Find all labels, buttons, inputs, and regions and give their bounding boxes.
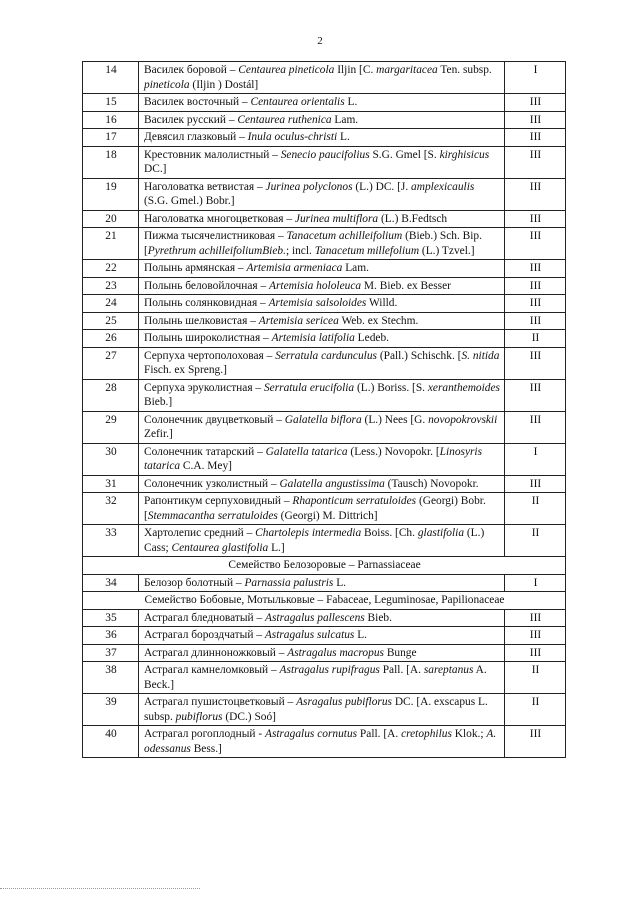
text-segment: Fisch. ex Spreng.]	[144, 364, 227, 376]
text-segment: (Less.) Novopokr. [	[347, 445, 440, 458]
species-table	[82, 61, 566, 758]
row-number: 23	[83, 277, 139, 295]
text-segment: Серпуха чертополоховая –	[144, 349, 276, 362]
latin-name-segment: Linosyris tatarica	[144, 445, 483, 472]
species-name	[139, 644, 505, 662]
species-name	[139, 111, 505, 129]
species-row	[83, 62, 566, 94]
species-row	[83, 210, 566, 228]
latin-name-segment: Tanacetum achilleifolium	[286, 230, 403, 242]
species-name	[139, 627, 505, 645]
row-number: 20	[83, 210, 139, 228]
latin-name-segment: novopokrovskii	[428, 413, 498, 426]
species-row	[83, 379, 566, 411]
text-segment: (Tausch) Novopokr.	[384, 477, 479, 490]
text-segment: Полынь беловойлочная –	[144, 279, 270, 292]
latin-name-segment: Artemisia hololeuca	[269, 279, 362, 292]
row-number: 17	[83, 129, 139, 147]
text-segment: Полынь широколистная –	[144, 332, 272, 344]
species-table-body	[83, 62, 566, 758]
latin-name-segment: glastifolia	[417, 527, 465, 539]
text-segment: Lam.	[342, 262, 369, 274]
latin-name-segment: Artemisia sericea	[258, 314, 339, 327]
row-number: 29	[83, 411, 139, 443]
text-segment: DC. [A. exscapus L. subsp.	[144, 696, 488, 723]
latin-name-segment: Galatella biflora	[284, 413, 362, 426]
species-name	[139, 379, 505, 411]
latin-name-segment: Astragalus pallescens	[265, 611, 365, 624]
latin-name-segment: Astragalus macropus	[287, 646, 384, 659]
text-segment: C.A. Mey]	[180, 460, 232, 472]
species-row	[83, 525, 566, 557]
text-segment: (Georgi) M. Dittrich]	[277, 509, 378, 522]
species-name	[139, 129, 505, 147]
rarity-category: II	[505, 662, 566, 694]
species-name	[139, 493, 505, 525]
text-segment: Пижма тысячелистниковая –	[144, 230, 287, 242]
text-segment: Zefir.]	[144, 428, 173, 440]
text-segment: (S.G. Gmel.) Bobr.]	[144, 195, 235, 207]
species-name	[139, 228, 505, 260]
page-number: 2	[317, 35, 323, 47]
species-name	[139, 260, 505, 278]
rarity-category: III	[505, 129, 566, 147]
text-segment: Bieb.	[364, 611, 392, 624]
latin-name-segment: Astragalus rupifragus	[279, 664, 380, 676]
species-row	[83, 146, 566, 178]
text-segment: L.	[333, 576, 347, 589]
row-number: 22	[83, 260, 139, 278]
text-segment: Астрагал бороздчатый –	[144, 629, 265, 641]
species-name	[139, 330, 505, 348]
latin-name-segment: cretophilus	[401, 728, 452, 740]
latin-name-segment: Rhaponticum serratuloides	[292, 495, 417, 507]
text-segment: Willd.	[366, 297, 398, 309]
species-name	[139, 277, 505, 295]
latin-name-segment: Chartolepis intermedia	[255, 527, 362, 539]
text-segment: Pall. [A.	[379, 664, 424, 676]
text-segment: Белозор болотный –	[144, 576, 245, 589]
latin-name-segment: pubiflorus	[175, 710, 223, 723]
species-row	[83, 129, 566, 147]
latin-name-segment: Centaurea orientalis	[250, 96, 345, 108]
rarity-category: III	[505, 379, 566, 411]
species-name	[139, 295, 505, 313]
species-row	[83, 277, 566, 295]
rarity-category: III	[505, 726, 566, 758]
latin-name-segment: Astragalus cornutus	[264, 728, 358, 740]
latin-name-segment: Tanacetum millefolium	[314, 244, 420, 257]
species-name	[139, 94, 505, 112]
latin-name-segment: xeranthemoides	[427, 381, 500, 394]
text-segment: Полынь шелковистая –	[144, 314, 259, 327]
species-row	[83, 443, 566, 475]
rarity-category: II	[505, 525, 566, 557]
rarity-category: III	[505, 627, 566, 645]
rarity-category: II	[505, 330, 566, 348]
text-segment: Серпуха эруколистная –	[144, 381, 264, 394]
text-segment: M. Bieb. ex Besser	[361, 279, 451, 292]
rarity-category: III	[505, 94, 566, 112]
latin-name-segment: Jurinea multiflora	[294, 212, 379, 225]
rarity-category: III	[505, 210, 566, 228]
text-segment: Астрагал бледноватый –	[144, 611, 266, 624]
rarity-category: III	[505, 178, 566, 210]
rarity-category: III	[505, 277, 566, 295]
rarity-category: III	[505, 411, 566, 443]
species-row	[83, 111, 566, 129]
text-segment: Наголоватка ветвистая –	[144, 180, 266, 193]
row-number: 30	[83, 443, 139, 475]
latin-name-segment: Astragalus sulcatus	[264, 629, 355, 641]
text-segment: Наголоватка многоцветковая –	[144, 212, 295, 225]
text-segment: Рапонтикум серпуховидный –	[144, 495, 293, 507]
row-number: 37	[83, 644, 139, 662]
text-segment: DC.]	[144, 163, 167, 175]
text-segment: Астрагал пушистоцветковый –	[144, 696, 297, 708]
rarity-category: III	[505, 609, 566, 627]
row-number: 14	[83, 62, 139, 94]
text-segment: (DC.) Soó]	[222, 710, 276, 723]
species-row	[83, 312, 566, 330]
species-row	[83, 574, 566, 592]
species-name	[139, 694, 505, 726]
rarity-category: III	[505, 312, 566, 330]
species-row	[83, 609, 566, 627]
family-header-row	[83, 557, 566, 575]
text-segment: (Bieb.) Sch. Bip. [	[144, 230, 482, 257]
row-number: 15	[83, 94, 139, 112]
latin-name-segment: Senecio paucifolius	[280, 148, 370, 161]
species-name	[139, 574, 505, 592]
text-segment: Ten. subsp.	[437, 64, 492, 76]
rarity-category: II	[505, 493, 566, 525]
species-name	[139, 210, 505, 228]
rarity-category: III	[505, 347, 566, 379]
rarity-category: III	[505, 228, 566, 260]
latin-name-segment: Inula oculus-christi	[247, 131, 338, 143]
latin-name-segment: Artemisia salsoloides	[268, 297, 367, 309]
species-row	[83, 662, 566, 694]
species-row	[83, 493, 566, 525]
text-segment: Полынь армянская –	[144, 262, 247, 274]
text-segment: L.	[354, 629, 368, 641]
species-row	[83, 627, 566, 645]
latin-name-segment: Serratula erucifolia	[263, 381, 355, 394]
row-number: 28	[83, 379, 139, 411]
text-segment: (L.) Nees [G.	[361, 413, 429, 426]
text-segment: (L.) DC. [J.	[352, 180, 412, 193]
species-row	[83, 228, 566, 260]
species-row	[83, 726, 566, 758]
rarity-category: III	[505, 295, 566, 313]
text-segment: Астрагал рогоплодный -	[144, 728, 265, 740]
row-number: 36	[83, 627, 139, 645]
species-name	[139, 178, 505, 210]
row-number: 33	[83, 525, 139, 557]
text-segment: ; incl.	[285, 244, 315, 257]
text-segment: Lam.	[331, 113, 359, 126]
rarity-category: III	[505, 475, 566, 493]
species-name	[139, 662, 505, 694]
text-segment: Солонечник узколистный –	[144, 477, 280, 490]
text-segment: Василек русский –	[144, 113, 238, 126]
latin-name-segment: Artemisia latifolia	[271, 332, 355, 344]
text-segment: Ledeb.	[354, 332, 389, 344]
row-number: 38	[83, 662, 139, 694]
species-row	[83, 330, 566, 348]
species-row	[83, 178, 566, 210]
family-name: Семейство Белозоровые – Parnassiaceae	[83, 557, 566, 575]
species-name	[139, 62, 505, 94]
species-row	[83, 347, 566, 379]
latin-name-segment: Pyrethrum achilleifoliumBieb.	[147, 244, 286, 257]
latin-name-segment: Centaurea ruthenica	[237, 113, 332, 126]
row-number: 19	[83, 178, 139, 210]
text-segment: Iljin [C.	[334, 64, 377, 76]
row-number: 24	[83, 295, 139, 313]
row-number: 31	[83, 475, 139, 493]
latin-name-segment: sareptanus	[423, 664, 474, 676]
rarity-category: I	[505, 62, 566, 94]
species-name	[139, 347, 505, 379]
row-number: 27	[83, 347, 139, 379]
species-row	[83, 260, 566, 278]
text-segment: Web. ex Stechm.	[338, 314, 419, 327]
latin-name-segment: Parnassia palustris	[244, 576, 334, 589]
latin-name-segment: Serratula cardunculus	[275, 349, 377, 362]
latin-name-segment: Centaurea pineticola	[238, 64, 335, 76]
text-segment: (L.) B.Fedtsch	[378, 212, 448, 225]
row-number: 18	[83, 146, 139, 178]
text-segment: (L.) Tzvel.]	[419, 244, 475, 257]
text-segment: Астрагал длинноножковый –	[144, 646, 288, 659]
text-segment: Klok.;	[451, 728, 487, 740]
latin-name-segment: Centaurea glastifolia	[171, 541, 269, 554]
latin-name-segment: Artemisia armeniaca	[246, 262, 343, 274]
text-segment: Астрагал камнеломковый –	[144, 664, 280, 676]
latin-name-segment: A. odessanus	[144, 728, 497, 755]
text-segment: (L.) Boriss. [S.	[354, 381, 428, 394]
text-segment: Солонечник двуцветковый –	[144, 413, 285, 426]
rarity-category: III	[505, 111, 566, 129]
latin-name-segment: amplexicaulis	[411, 180, 475, 193]
row-number: 32	[83, 493, 139, 525]
latin-name-segment: S. nitida	[461, 349, 500, 362]
species-name	[139, 609, 505, 627]
text-segment: A. Beck.]	[144, 664, 487, 691]
row-number: 25	[83, 312, 139, 330]
text-segment: L.	[337, 131, 350, 143]
species-row	[83, 94, 566, 112]
text-segment: Хартолепис средний –	[144, 527, 256, 539]
row-number: 34	[83, 574, 139, 592]
row-number: 39	[83, 694, 139, 726]
latin-name-segment: Asragalus pubiflorus	[296, 696, 392, 708]
text-segment: (Iljin ) Dostál]	[189, 78, 259, 91]
species-name	[139, 146, 505, 178]
family-name: Семейство Бобовые, Мотыльковые – Fabaceae, Leguminosae, Papilionaceae	[83, 592, 566, 610]
text-segment: L.]	[268, 541, 285, 554]
species-row	[83, 644, 566, 662]
rarity-category: III	[505, 260, 566, 278]
text-segment: Василек восточный –	[144, 96, 251, 108]
family-header-row	[83, 592, 566, 610]
text-segment: Bunge	[383, 646, 417, 659]
latin-name-segment: kirghisicus	[439, 148, 490, 161]
rarity-category: III	[505, 644, 566, 662]
latin-name-segment: Galatella angustissima	[279, 477, 385, 490]
text-segment: Bieb.]	[144, 396, 173, 408]
species-name	[139, 312, 505, 330]
species-row	[83, 295, 566, 313]
text-segment: Boiss. [Ch.	[361, 527, 418, 539]
footer-divider	[0, 888, 200, 889]
row-number: 16	[83, 111, 139, 129]
species-name	[139, 726, 505, 758]
species-name	[139, 525, 505, 557]
text-segment: (Georgi) Bobr. [	[144, 495, 486, 522]
species-row	[83, 694, 566, 726]
rarity-category: II	[505, 694, 566, 726]
latin-name-segment: Jurinea polyclonos	[265, 180, 353, 193]
text-segment: Полынь солянковидная –	[144, 297, 269, 309]
text-segment: (L.) Cass;	[144, 527, 485, 554]
row-number: 21	[83, 228, 139, 260]
text-segment: Василек боровой –	[144, 64, 239, 76]
text-segment: S.G. Gmel [S.	[369, 148, 440, 161]
latin-name-segment: Galatella tatarica	[265, 445, 348, 458]
text-segment: Pall. [A.	[357, 728, 402, 740]
text-segment: Солонечник татарский –	[144, 445, 266, 458]
latin-name-segment: Stemmacantha serratuloides	[147, 509, 278, 522]
text-segment: L.	[344, 96, 358, 108]
species-name	[139, 411, 505, 443]
text-segment: Девясил глазковый –	[144, 131, 248, 143]
row-number: 26	[83, 330, 139, 348]
species-name	[139, 475, 505, 493]
rarity-category: III	[505, 146, 566, 178]
row-number: 40	[83, 726, 139, 758]
latin-name-segment: pineticola	[144, 78, 190, 91]
species-row	[83, 475, 566, 493]
latin-name-segment: margaritacea	[376, 64, 438, 76]
species-row	[83, 411, 566, 443]
row-number: 35	[83, 609, 139, 627]
text-segment: Крестовник малолистный –	[144, 148, 281, 161]
text-segment: Bess.]	[190, 742, 222, 755]
species-name	[139, 443, 505, 475]
rarity-category: I	[505, 574, 566, 592]
text-segment: (Pall.) Schischk. [	[376, 349, 462, 362]
rarity-category: I	[505, 443, 566, 475]
